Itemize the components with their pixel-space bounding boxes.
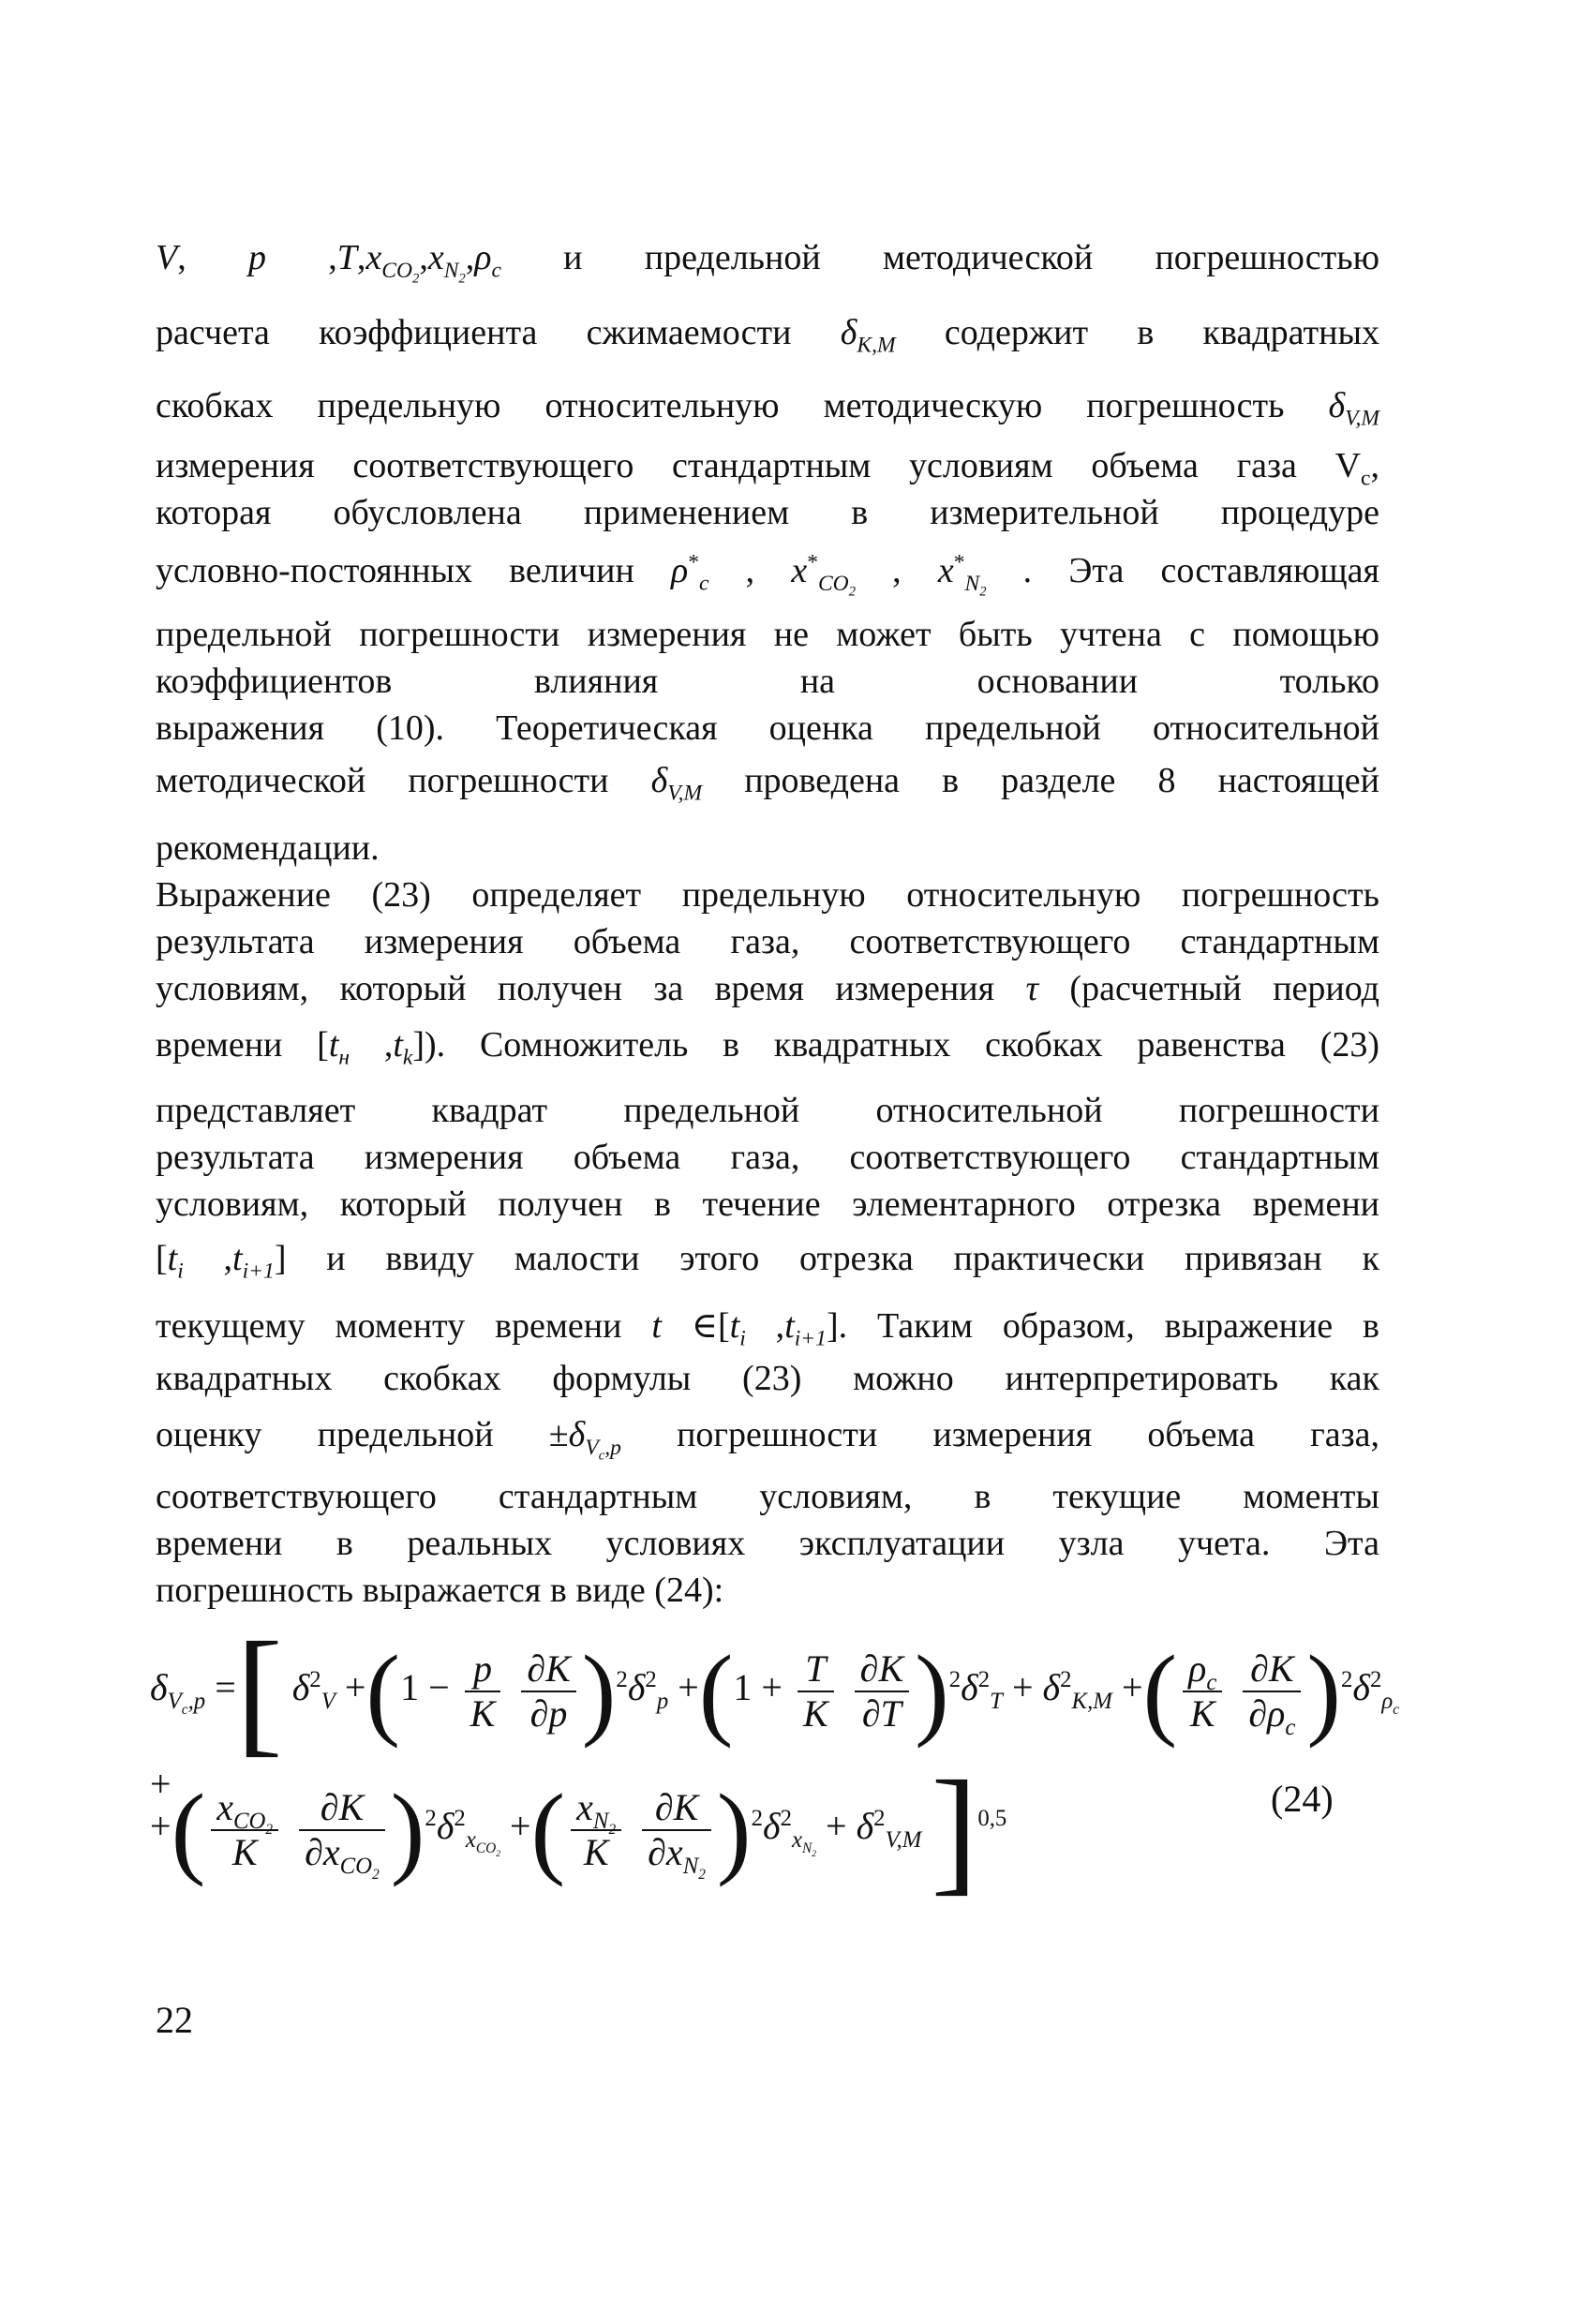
text-line-12: Выражение (23) определяет предельную относительную погрешность <box>156 875 1379 915</box>
text-line-6: условно-постоянных величин $\rho^*_c$ , $x^*_{CO_2}$ , $x^*_{N_2}$ . Эта составляющая <box>156 550 1380 600</box>
text-line-5: которая обусловлена применением в измерительной процедуре <box>156 493 1379 532</box>
text-line-9: выражения (10). Теоретическая оценка предельной относительной <box>156 708 1379 748</box>
formula-24-line-2: +( $\frac{x_{CO_2}}{K}$ $\frac{\partial K}{\partial x_{CO_2}}$ )$^2\delta^2_{x_{CO_2}}$ +( $\frac{x_{N_2}}{K}$ $\frac{\partial K}{\partial x_{N_2}}$ )$^2\delta^2_{x_{N_2}} + \delta^2_{V,M}$ ]$^{0,5}$ <box>150 1752 1007 1908</box>
text-line-1: V, p $,T,x_{CO_2},x_{N_2},\rho_c$ и предельной методической погрешностью <box>156 238 1379 287</box>
text-line-16: представляет квадрат предельной относительной погрешности <box>156 1091 1379 1130</box>
page-number: 22 <box>156 1999 193 2041</box>
text-line-24: времени в реальных условиях эксплуатации узла учета. Эта <box>156 1524 1379 1563</box>
text-line-21: квадратных скобках формулы (23) можно интерпретировать как <box>156 1359 1379 1398</box>
text-line-13: результата измерения объема газа, соответствующего стандартным <box>156 922 1379 961</box>
text-line-11: рекомендации. <box>156 828 380 868</box>
equation-number: (24) <box>1271 1778 1334 1820</box>
text-line-2: расчета коэффициента сжимаемости $\delta_{K,M}$ содержит в квадратных <box>156 313 1380 358</box>
text-line-25: погрешность выражается в виде (24): <box>156 1571 724 1610</box>
text-line-10: методической погрешности $\delta_{V,M}$ проведена в разделе 8 настоящей <box>156 761 1379 806</box>
text-line-14: условиям, который получен за время измерения τ (расчетный период <box>156 969 1379 1008</box>
text-line-7: предельной погрешности измерения не может быть учтена с помощью <box>156 615 1379 654</box>
text-line-18: условиям, который получен в течение элементарного отрезка времени <box>156 1184 1379 1224</box>
text-line-8: коэффициентов влияния на основании только <box>156 662 1379 701</box>
text-line-20: текущему моменту времени t $\in[t_i$ $,t_{i+1}$]. Таким образом, выражение в <box>156 1306 1379 1351</box>
text-line-17: результата измерения объема газа, соответствующего стандартным <box>156 1138 1379 1177</box>
text-line-3: скобках предельную относительную методическую погрешность $\delta_{V,M}$ <box>156 386 1379 431</box>
text-line-15: времени [$t_н$ $,t_k$]). Сомножитель в квадратных скобках равенства (23) <box>156 1025 1379 1070</box>
text-line-22: оценку предельной $\pm\delta_{V_c,p}$ погрешности измерения объема газа, <box>156 1415 1380 1464</box>
text-line-19: [$t_i$ $,t_{i+1}$] и ввиду малости этого отрезка практически привязан к <box>156 1239 1379 1284</box>
text-line-4: измерения соответствующего стандартным условиям объема газа $V_c$, <box>156 446 1379 491</box>
formula-24-line-1: $\delta_{V_c,p}$ =[ $\delta^2_V +(1$ − $\frac{p}{K}$ $\frac{\partial K}{\partial p}$ )$^2\delta^2_p +(1$ + $\frac{T}{K}$ $\frac{\partial K}{\partial T}$ )$^2\delta^2_T + \delta^2_{K,M}$ +( $\frac{\rho_c}{K}$ $\frac{\partial K}{\partial\rho_c}$ )$^2\delta^2_{\rho_c}$ + <box>150 1614 1400 1805</box>
text-line-23: соответствующего стандартным условиям, в текущие моменты <box>156 1477 1379 1516</box>
